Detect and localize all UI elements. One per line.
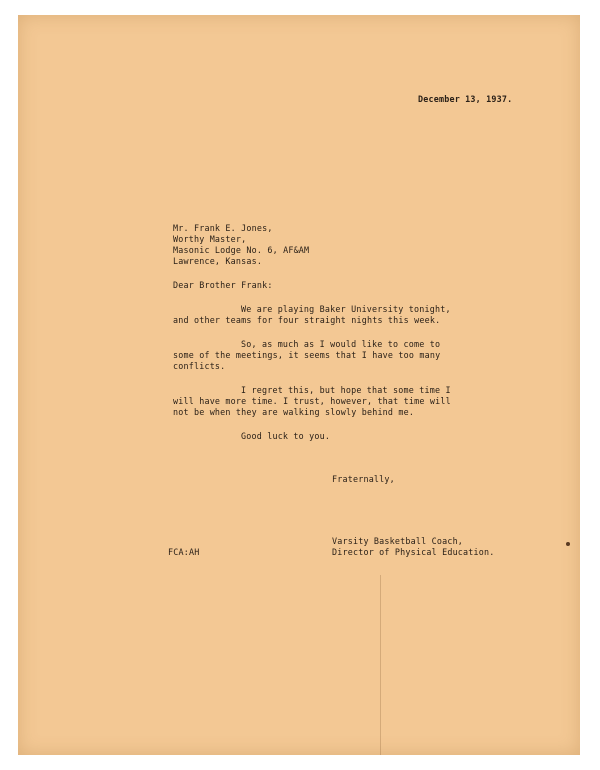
ink-speck: [566, 542, 570, 546]
paragraph-line: We are playing Baker University tonight,: [241, 304, 451, 314]
paragraph-line: some of the meetings, it seems that I have too many: [173, 350, 441, 360]
letter-date: December 13, 1937.: [418, 94, 513, 104]
letter-page: [18, 15, 580, 755]
recipient-city: Lawrence, Kansas.: [173, 256, 263, 266]
typist-initials: FCA:AH: [168, 547, 200, 557]
paper-crease: [380, 575, 381, 755]
paragraph-line: conflicts.: [173, 361, 226, 371]
paragraph-line: and other teams for four straight nights this week.: [173, 315, 441, 325]
paragraph-line: Good luck to you.: [241, 431, 331, 441]
salutation: Dear Brother Frank:: [173, 280, 273, 290]
paragraph-line: not be when they are walking slowly behind me.: [173, 407, 415, 417]
paragraph-line: will have more time. I trust, however, that time will: [173, 396, 451, 406]
paragraph-line: So, as much as I would like to come to: [241, 339, 441, 349]
signature-title: Director of Physical Education.: [332, 547, 495, 557]
recipient-name: Mr. Frank E. Jones,: [173, 223, 273, 233]
closing: Fraternally,: [332, 474, 395, 484]
paragraph-line: I regret this, but hope that some time I: [241, 385, 451, 395]
signature-title: Varsity Basketball Coach,: [332, 536, 464, 546]
recipient-lodge: Masonic Lodge No. 6, AF&AM: [173, 245, 310, 255]
recipient-title: Worthy Master,: [173, 234, 247, 244]
